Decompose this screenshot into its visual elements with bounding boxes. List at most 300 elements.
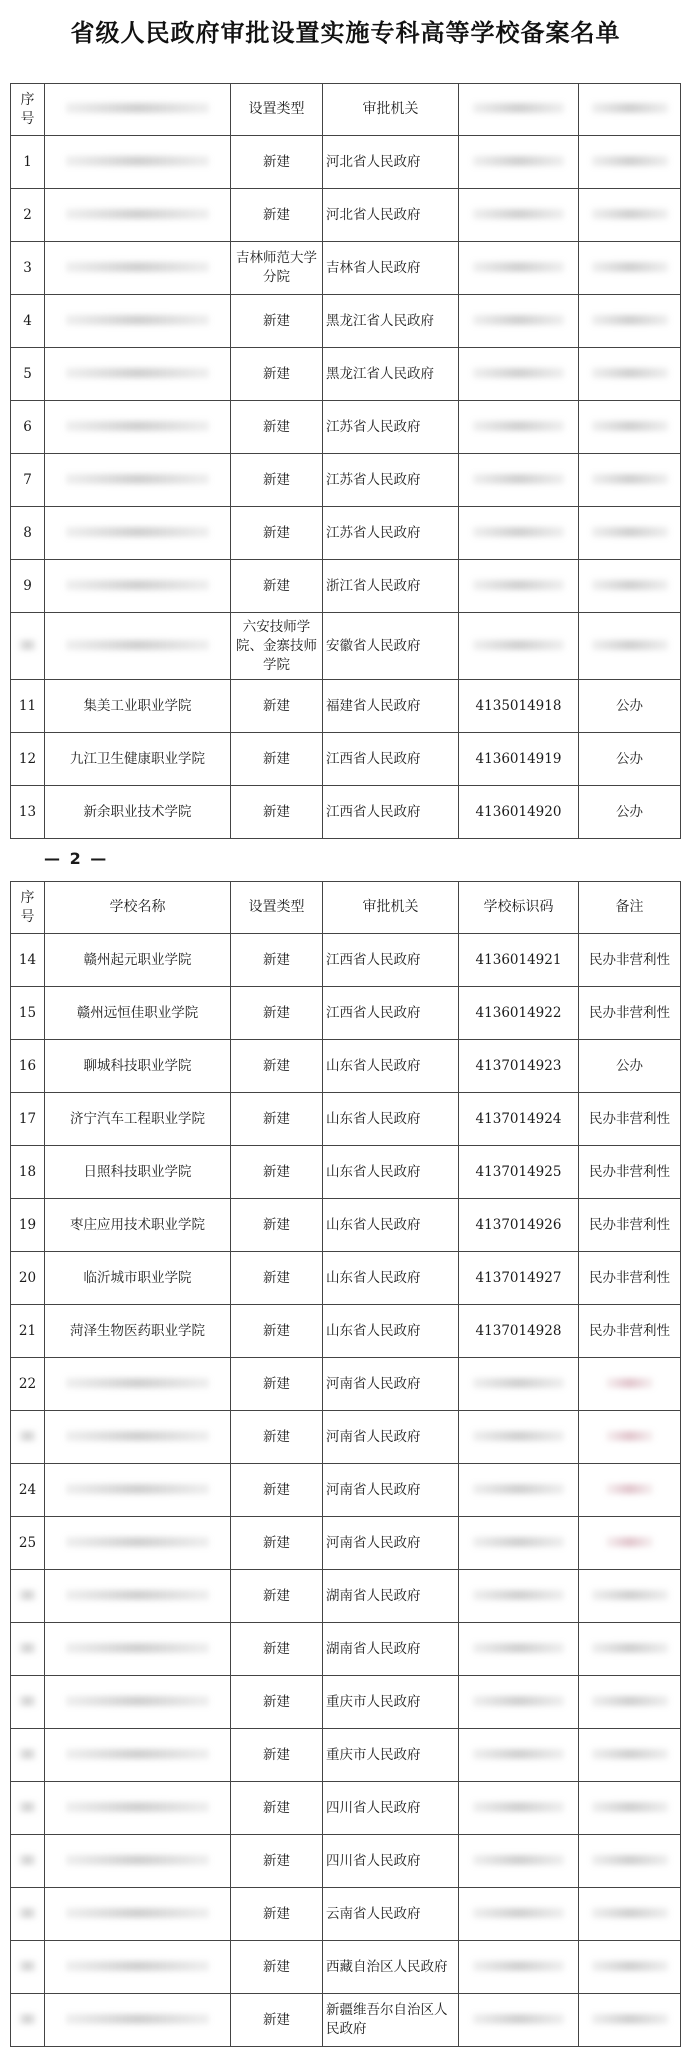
cell-school-code: 4137014924 — [459, 1093, 579, 1146]
cell-authority: 河北省人民政府 — [323, 136, 459, 189]
cell-number: 14 — [11, 934, 45, 987]
cell-authority: 山东省人民政府 — [323, 1252, 459, 1305]
header-school-name: 学校名称 — [45, 882, 231, 934]
cell-school-name — [45, 348, 231, 401]
cell-setup-type: 新建 — [231, 987, 323, 1040]
redacted-mark — [66, 1643, 209, 1653]
redacted-mark — [66, 209, 209, 219]
redacted-mark — [473, 1802, 563, 1812]
cell-school-name: 赣州远恒佳职业学院 — [45, 987, 231, 1040]
cell-school-name — [45, 1623, 231, 1676]
redacted-mark — [473, 1855, 563, 1865]
cell-school-name — [45, 1411, 231, 1464]
cell-setup-type: 新建 — [231, 1517, 323, 1570]
cell-setup-type: 新建 — [231, 733, 323, 786]
cell-note: 公办 — [579, 680, 681, 733]
cell-setup-type: 新建 — [231, 1464, 323, 1517]
cell-school-name — [45, 613, 231, 680]
cell-note — [579, 1570, 681, 1623]
cell-number — [11, 1623, 45, 1676]
redacted-mark — [473, 421, 563, 431]
redacted-mark — [473, 1378, 563, 1388]
cell-school-code — [459, 507, 579, 560]
cell-setup-type: 新建 — [231, 1782, 323, 1835]
redacted-mark — [592, 1643, 668, 1653]
cell-school-name — [45, 1358, 231, 1411]
cell-authority: 湖南省人民政府 — [323, 1623, 459, 1676]
cell-authority: 江西省人民政府 — [323, 934, 459, 987]
table-row — [11, 680, 681, 733]
cell-setup-type: 新建 — [231, 1411, 323, 1464]
cell-school-code — [459, 189, 579, 242]
cell-school-code — [459, 1729, 579, 1782]
cell-number — [11, 1411, 45, 1464]
header-number: 序号 — [11, 882, 45, 934]
cell-school-code — [459, 1676, 579, 1729]
cell-school-name: 新余职业技术学院 — [45, 786, 231, 839]
cell-setup-type: 新建 — [231, 1676, 323, 1729]
cell-authority: 河南省人民政府 — [323, 1358, 459, 1411]
cell-number — [11, 1570, 45, 1623]
cell-number: 1 — [11, 136, 45, 189]
redacted-mark — [473, 2014, 563, 2024]
cell-school-code: 4136014922 — [459, 987, 579, 1040]
table-row — [11, 1517, 681, 1570]
cell-school-name — [45, 454, 231, 507]
redacted-mark — [592, 1590, 668, 1600]
cell-note — [579, 401, 681, 454]
redacted-mark — [592, 1696, 668, 1706]
redacted-mark — [473, 527, 563, 537]
cell-school-name: 聊城科技职业学院 — [45, 1040, 231, 1093]
table-row — [11, 934, 681, 987]
redacted-mark — [66, 527, 209, 537]
cell-note: 民办非营利性 — [579, 1252, 681, 1305]
cell-authority: 河南省人民政府 — [323, 1411, 459, 1464]
redacted-mark — [473, 474, 563, 484]
cell-authority: 江西省人民政府 — [323, 987, 459, 1040]
table-row — [11, 1994, 681, 2047]
redacted-mark — [592, 2014, 668, 2024]
header-setup-type: 设置类型 — [231, 84, 323, 136]
cell-setup-type: 新建 — [231, 454, 323, 507]
cell-school-code — [459, 242, 579, 295]
redacted-mark — [66, 421, 209, 431]
table-row — [11, 1464, 681, 1517]
cell-note — [579, 1358, 681, 1411]
cell-authority: 江西省人民政府 — [323, 786, 459, 839]
cell-number: 16 — [11, 1040, 45, 1093]
redacted-mark — [19, 1908, 35, 1918]
cell-school-name — [45, 1888, 231, 1941]
cell-authority: 重庆市人民政府 — [323, 1676, 459, 1729]
cell-authority: 吉林省人民政府 — [323, 242, 459, 295]
redacted-mark — [19, 1431, 35, 1441]
cell-note — [579, 1517, 681, 1570]
cell-school-name — [45, 1676, 231, 1729]
cell-setup-type: 新建 — [231, 1252, 323, 1305]
redacted-mark — [473, 1961, 563, 1971]
redacted-mark — [592, 1908, 668, 1918]
cell-number — [11, 1941, 45, 1994]
cell-number: 5 — [11, 348, 45, 401]
cell-note: 民办非营利性 — [579, 987, 681, 1040]
cell-authority: 江西省人民政府 — [323, 733, 459, 786]
cell-school-code: 4137014923 — [459, 1040, 579, 1093]
cell-authority: 黑龙江省人民政府 — [323, 348, 459, 401]
table-row — [11, 1729, 681, 1782]
redacted-mark — [19, 1961, 35, 1971]
table-row — [11, 1411, 681, 1464]
table-row — [11, 1623, 681, 1676]
cell-school-code: 4137014928 — [459, 1305, 579, 1358]
cell-note: 公办 — [579, 733, 681, 786]
redacted-mark — [473, 1908, 563, 1918]
cell-school-code: 4135014918 — [459, 680, 579, 733]
cell-note — [579, 1676, 681, 1729]
header-authority: 审批机关 — [323, 882, 459, 934]
redacted-mark — [473, 640, 563, 650]
table-row — [11, 987, 681, 1040]
redacted-mark — [66, 156, 209, 166]
cell-number: 7 — [11, 454, 45, 507]
cell-school-code — [459, 401, 579, 454]
redacted-mark — [19, 1590, 35, 1600]
cell-authority: 江苏省人民政府 — [323, 401, 459, 454]
cell-setup-type: 新建 — [231, 1093, 323, 1146]
cell-school-name — [45, 1941, 231, 1994]
cell-school-code: 4137014925 — [459, 1146, 579, 1199]
redacted-mark — [66, 1961, 209, 1971]
redacted-mark — [592, 262, 668, 272]
cell-number — [11, 1888, 45, 1941]
redacted-mark — [473, 209, 563, 219]
cell-setup-type: 新建 — [231, 1888, 323, 1941]
header-setup-type: 设置类型 — [231, 882, 323, 934]
cell-number: 19 — [11, 1199, 45, 1252]
cell-note — [579, 1782, 681, 1835]
header-school-name — [45, 84, 231, 136]
cell-authority: 四川省人民政府 — [323, 1835, 459, 1888]
cell-number: 17 — [11, 1093, 45, 1146]
cell-setup-type: 吉林师范大学分院 — [231, 242, 323, 295]
cell-school-code — [459, 1994, 579, 2047]
filing-table-page-2 — [10, 881, 681, 2047]
cell-number — [11, 1729, 45, 1782]
cell-number: 20 — [11, 1252, 45, 1305]
cell-setup-type: 新建 — [231, 1358, 323, 1411]
redacted-mark — [592, 209, 668, 219]
redacted-mark — [606, 1431, 654, 1441]
cell-school-code: 4137014926 — [459, 1199, 579, 1252]
redacted-mark — [592, 527, 668, 537]
cell-note — [579, 1994, 681, 2047]
redacted-mark — [66, 315, 209, 325]
redacted-mark — [592, 421, 668, 431]
cell-authority: 山东省人民政府 — [323, 1040, 459, 1093]
cell-school-name: 枣庄应用技术职业学院 — [45, 1199, 231, 1252]
cell-authority: 新疆维吾尔自治区人民政府 — [323, 1994, 459, 2047]
redacted-mark — [473, 1431, 563, 1441]
cell-school-name — [45, 1782, 231, 1835]
cell-school-code — [459, 454, 579, 507]
cell-school-name — [45, 401, 231, 454]
cell-authority: 四川省人民政府 — [323, 1782, 459, 1835]
cell-note — [579, 613, 681, 680]
table-row — [11, 1199, 681, 1252]
cell-school-name — [45, 242, 231, 295]
cell-setup-type: 新建 — [231, 1570, 323, 1623]
redacted-mark — [66, 262, 209, 272]
cell-authority: 重庆市人民政府 — [323, 1729, 459, 1782]
cell-note: 民办非营利性 — [579, 1199, 681, 1252]
redacted-mark — [606, 1378, 654, 1388]
table-row — [11, 1570, 681, 1623]
cell-setup-type: 新建 — [231, 1994, 323, 2047]
cell-authority: 河北省人民政府 — [323, 189, 459, 242]
redacted-mark — [473, 1749, 563, 1759]
cell-authority: 云南省人民政府 — [323, 1888, 459, 1941]
redacted-mark — [592, 474, 668, 484]
table-row — [11, 507, 681, 560]
table-row — [11, 613, 681, 680]
cell-number: 25 — [11, 1517, 45, 1570]
redacted-mark — [19, 1696, 35, 1706]
table-row — [11, 1782, 681, 1835]
redacted-mark — [592, 580, 668, 590]
cell-number: 21 — [11, 1305, 45, 1358]
redacted-mark — [66, 1590, 209, 1600]
cell-number: 12 — [11, 733, 45, 786]
cell-note — [579, 1888, 681, 1941]
cell-note — [579, 189, 681, 242]
cell-number — [11, 1676, 45, 1729]
table-header-row — [11, 882, 681, 934]
redacted-mark — [19, 2014, 35, 2024]
header-authority: 审批机关 — [323, 84, 459, 136]
redacted-mark — [66, 640, 209, 650]
cell-authority: 山东省人民政府 — [323, 1146, 459, 1199]
table-row — [11, 136, 681, 189]
redacted-mark — [473, 1643, 563, 1653]
cell-number: 13 — [11, 786, 45, 839]
table-row — [11, 1941, 681, 1994]
cell-school-name: 临沂城市职业学院 — [45, 1252, 231, 1305]
cell-school-name — [45, 560, 231, 613]
header-number: 序号 — [11, 84, 45, 136]
cell-setup-type: 新建 — [231, 507, 323, 560]
redacted-mark — [19, 640, 35, 650]
cell-authority: 山东省人民政府 — [323, 1199, 459, 1252]
filing-table-page-1 — [10, 83, 681, 839]
cell-setup-type: 新建 — [231, 1729, 323, 1782]
cell-setup-type: 新建 — [231, 1040, 323, 1093]
cell-note — [579, 560, 681, 613]
redacted-mark — [473, 156, 563, 166]
redacted-mark — [473, 262, 563, 272]
cell-school-code — [459, 348, 579, 401]
cell-school-name — [45, 295, 231, 348]
cell-number: 15 — [11, 987, 45, 1040]
table-row — [11, 189, 681, 242]
table-row — [11, 1835, 681, 1888]
table-row — [11, 1305, 681, 1358]
cell-setup-type: 新建 — [231, 560, 323, 613]
cell-setup-type: 新建 — [231, 189, 323, 242]
cell-number: 22 — [11, 1358, 45, 1411]
cell-note — [579, 1729, 681, 1782]
cell-authority: 江苏省人民政府 — [323, 507, 459, 560]
cell-authority: 湖南省人民政府 — [323, 1570, 459, 1623]
cell-school-code — [459, 1888, 579, 1941]
cell-school-code — [459, 1358, 579, 1411]
cell-school-code — [459, 1835, 579, 1888]
cell-number: 24 — [11, 1464, 45, 1517]
cell-note: 民办非营利性 — [579, 1146, 681, 1199]
cell-number: 3 — [11, 242, 45, 295]
redacted-mark — [66, 1537, 209, 1547]
redacted-mark — [473, 1696, 563, 1706]
cell-school-name — [45, 1994, 231, 2047]
cell-authority: 江苏省人民政府 — [323, 454, 459, 507]
cell-number — [11, 613, 45, 680]
redacted-mark — [592, 1961, 668, 1971]
redacted-mark — [592, 640, 668, 650]
cell-school-name: 九江卫生健康职业学院 — [45, 733, 231, 786]
redacted-mark — [66, 1431, 209, 1441]
cell-school-code — [459, 1411, 579, 1464]
cell-school-name — [45, 1464, 231, 1517]
cell-number — [11, 1835, 45, 1888]
table-row — [11, 1040, 681, 1093]
cell-setup-type: 新建 — [231, 1623, 323, 1676]
cell-school-name — [45, 1570, 231, 1623]
table-row — [11, 401, 681, 454]
cell-number: 2 — [11, 189, 45, 242]
cell-school-name — [45, 136, 231, 189]
redacted-mark — [592, 1855, 668, 1865]
cell-setup-type: 新建 — [231, 1199, 323, 1252]
table-row — [11, 1252, 681, 1305]
table-row — [11, 786, 681, 839]
table-row — [11, 733, 681, 786]
cell-school-code — [459, 136, 579, 189]
cell-note — [579, 454, 681, 507]
cell-school-name — [45, 189, 231, 242]
cell-authority: 福建省人民政府 — [323, 680, 459, 733]
cell-school-name: 菏泽生物医药职业学院 — [45, 1305, 231, 1358]
cell-school-name — [45, 1517, 231, 1570]
cell-note — [579, 507, 681, 560]
cell-note — [579, 1941, 681, 1994]
redacted-mark — [473, 368, 563, 378]
cell-number: 11 — [11, 680, 45, 733]
table-row — [11, 242, 681, 295]
redacted-mark — [66, 2014, 209, 2024]
cell-number: 9 — [11, 560, 45, 613]
header-note: 备注 — [579, 882, 681, 934]
cell-note: 公办 — [579, 1040, 681, 1093]
cell-number: 4 — [11, 295, 45, 348]
cell-school-name: 赣州起元职业学院 — [45, 934, 231, 987]
cell-note — [579, 1835, 681, 1888]
table-row — [11, 1146, 681, 1199]
cell-school-name: 济宁汽车工程职业学院 — [45, 1093, 231, 1146]
cell-school-code — [459, 1623, 579, 1676]
cell-setup-type: 新建 — [231, 1305, 323, 1358]
cell-school-code — [459, 1941, 579, 1994]
header-note — [579, 84, 681, 136]
table-row — [11, 1888, 681, 1941]
cell-school-code — [459, 560, 579, 613]
cell-number: 8 — [11, 507, 45, 560]
header-school-code: 学校标识码 — [459, 882, 579, 934]
redacted-mark — [19, 1643, 35, 1653]
redacted-mark — [473, 580, 563, 590]
cell-setup-type: 新建 — [231, 1835, 323, 1888]
cell-setup-type: 新建 — [231, 680, 323, 733]
cell-school-code — [459, 613, 579, 680]
cell-note — [579, 1623, 681, 1676]
cell-setup-type: 新建 — [231, 1941, 323, 1994]
cell-authority: 浙江省人民政府 — [323, 560, 459, 613]
cell-school-name: 集美工业职业学院 — [45, 680, 231, 733]
cell-number: 18 — [11, 1146, 45, 1199]
redacted-mark — [19, 1749, 35, 1759]
redacted-mark — [66, 1855, 209, 1865]
cell-number — [11, 1782, 45, 1835]
document-title: 省级人民政府审批设置实施专科高等学校备案名单 — [70, 19, 621, 47]
redacted-mark — [66, 368, 209, 378]
redacted-mark — [66, 1749, 209, 1759]
cell-authority: 黑龙江省人民政府 — [323, 295, 459, 348]
cell-school-code — [459, 1570, 579, 1623]
redacted-mark — [66, 1696, 209, 1706]
cell-authority: 西藏自治区人民政府 — [323, 1941, 459, 1994]
redacted-mark — [473, 1484, 563, 1494]
redacted-mark — [66, 1484, 209, 1494]
cell-school-name — [45, 1729, 231, 1782]
redacted-mark — [606, 1484, 654, 1494]
cell-number — [11, 1994, 45, 2047]
table-row — [11, 1676, 681, 1729]
cell-note: 民办非营利性 — [579, 1093, 681, 1146]
cell-note: 公办 — [579, 786, 681, 839]
redacted-mark — [473, 1590, 563, 1600]
cell-school-code: 4136014920 — [459, 786, 579, 839]
cell-setup-type: 新建 — [231, 1146, 323, 1199]
cell-setup-type: 新建 — [231, 401, 323, 454]
cell-setup-type: 新建 — [231, 934, 323, 987]
cell-school-code: 4136014919 — [459, 733, 579, 786]
cell-setup-type: 新建 — [231, 786, 323, 839]
table-row — [11, 348, 681, 401]
table-row — [11, 1358, 681, 1411]
header-school-code — [459, 84, 579, 136]
redacted-mark — [66, 1802, 209, 1812]
cell-school-code — [459, 1517, 579, 1570]
redacted-mark — [592, 315, 668, 325]
cell-note — [579, 136, 681, 189]
redacted-mark — [66, 1908, 209, 1918]
cell-setup-type: 新建 — [231, 136, 323, 189]
cell-note — [579, 295, 681, 348]
cell-note — [579, 1464, 681, 1517]
cell-note: 民办非营利性 — [579, 1305, 681, 1358]
redacted-mark — [19, 1855, 35, 1865]
cell-school-name: 日照科技职业学院 — [45, 1146, 231, 1199]
cell-school-name — [45, 1835, 231, 1888]
